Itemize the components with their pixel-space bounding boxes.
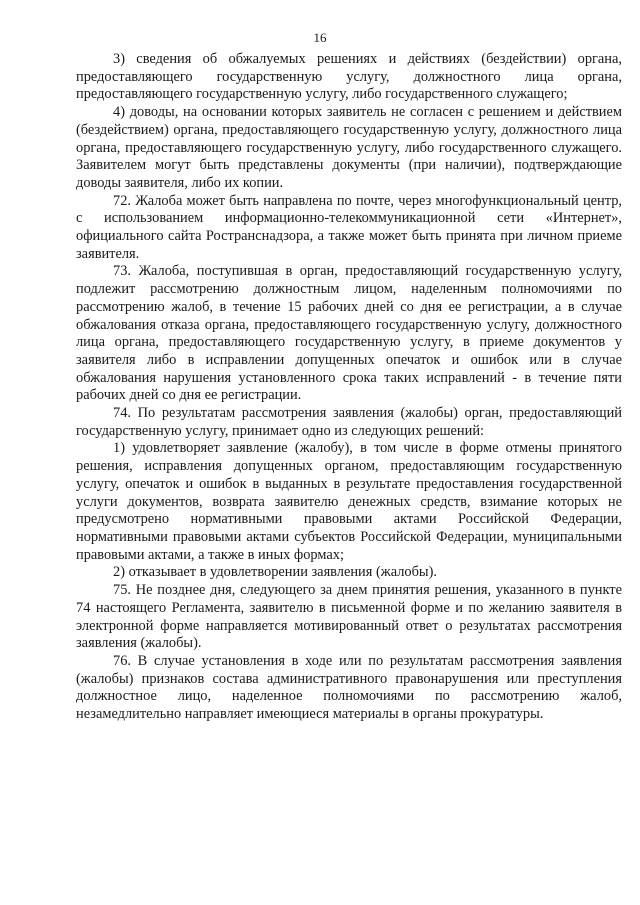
paragraph-74-decision-1-satisfy: 1) удовлетворяет заявление (жалобу), в том числе в форме отмены принятого решения, исправления допущенных органом, предоставляющим государственную услугу, опечаток и ошибок в выданных в результате предоставления государственной услуги документов, возврата заявителю денежных средств, взимание которых не предусмотрено нормативными правовыми актами Российской Федерации, нормативными правовыми актами субъектов Российской Федерации, муниципальными правовыми актами, а также в иных формах; (76, 440, 622, 563)
paragraph-item-3-appealed-decisions: 3) сведения об обжалуемых решениях и действиях (бездействии) органа, предоставляющего государственную услугу, должностного лица органа, предоставляющего государственную услугу, либо государственного служащего; (76, 51, 622, 103)
paragraph-76-prosecutor-referral: 76. В случае установления в ходе или по результатам рассмотрения заявления (жалобы) признаков состава административного правонарушения или преступления должностное лицо, наделенное полномочиями по рассмотрению жалоб, незамедлительно направляет имеющиеся материалы в органы прокуратуры. (76, 652, 622, 723)
paragraph-item-4-arguments: 4) доводы, на основании которых заявитель не согласен с решением и действием (бездействием) органа, предоставляющего государственную услугу, должностного лица органа, предоставляющего государственную услугу, либо государственного служащего. Заявителем могут быть представлены документы (при наличии), подтверждающие доводы заявителя, либо их копии. (76, 104, 622, 191)
paragraph-72-complaint-submission: 72. Жалоба может быть направлена по почте, через многофункциональный центр, с использованием информационно-телекоммуникационной сети «Интернет», официального сайта Ространснадзора, а также может быть принята при личном приеме заявителя. (76, 192, 622, 262)
page-number: 16 (313, 30, 327, 45)
paragraph-75-reasoned-response: 75. Не позднее дня, следующего за днем принятия решения, указанного в пункте 74 настоящего Регламента, заявителю в письменной форме и по желанию заявителя в электронной форме направляется мотивированный ответ о результатах рассмотрения заявления (жалобы). (76, 582, 622, 652)
paragraph-73-complaint-review-period: 73. Жалоба, поступившая в орган, предоставляющий государственную услугу, подлежит рассмотрению должностным лицом, наделенным полномочиями по рассмотрению жалоб, в течение 15 рабочих дней со дня ее регистрации, а в случае обжалования отказа органа, предоставляющего государственную услугу, должностного лица органа, предоставляющего государственную услугу, в приеме документов у заявителя либо в исправлении допущенных опечаток и ошибок или в случае обжалования нарушения установленного срока таких исправлений - в течение пяти рабочих дней со дня ее регистрации. (76, 263, 622, 404)
paragraph-74-decision-2-refuse: 2) отказывает в удовлетворении заявления (жалобы). (113, 564, 437, 581)
paragraph-74-review-results: 74. По результатам рассмотрения заявления (жалобы) орган, предоставляющий государственную услугу, принимает одно из следующих решений: (76, 405, 622, 439)
document-body (76, 51, 622, 724)
